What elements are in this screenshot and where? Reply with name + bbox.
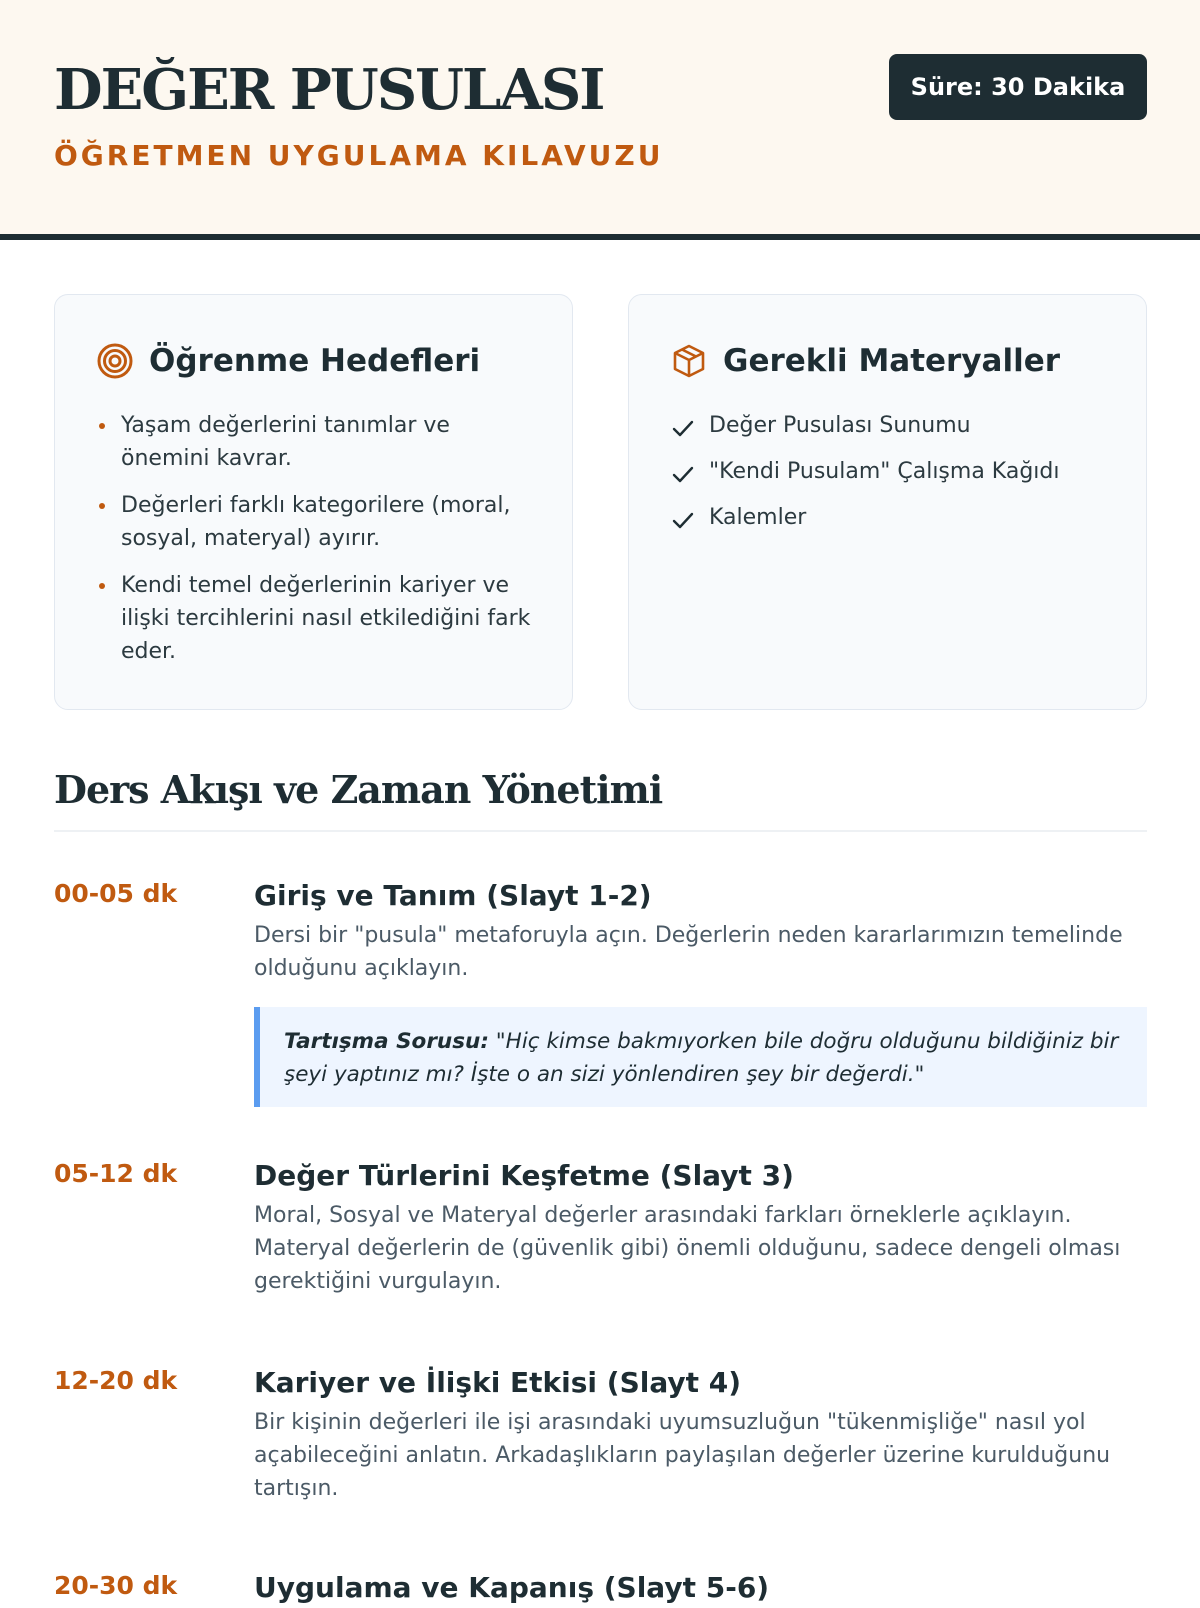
step-body (254, 876, 1147, 1107)
learning-goals-card (54, 294, 573, 710)
learning-goals-list (97, 409, 537, 682)
question-text: "Hiç kimse bakmıyorken bile doğru olduğunu bildiğiniz bir şeyi yaptınız mı? İşte o an sizi yönlendiren şey bir değerdi." (284, 1029, 1119, 1087)
step-body (254, 1568, 1147, 1608)
package-icon (671, 343, 707, 379)
check-icon (671, 463, 695, 485)
bullet-icon (99, 503, 105, 509)
section-title: Ders Akışı ve Zaman Yönetimi (54, 767, 663, 812)
list-item (671, 409, 1121, 455)
step-title: Kariyer ve İlişki Etkisi (Slayt 4) (254, 1366, 742, 1399)
step-time: 00-05 dk (54, 879, 178, 908)
discussion-question (254, 1007, 1147, 1107)
step-body (254, 1156, 1147, 1298)
step-title: Değer Türlerini Keşfetme (Slayt 3) (254, 1159, 794, 1192)
question-label: Tartışma Sorusu: (284, 1029, 489, 1054)
materials-title: Gerekli Materyaller (723, 343, 1061, 379)
goal-text: Kendi temel değerlerinin kariyer ve ilişki tercihlerini nasıl etkilediğini fark eder. (121, 573, 531, 664)
step-time: 20-30 dk (54, 1571, 178, 1600)
material-text: "Kendi Pusulam" Çalışma Kağıdı (709, 459, 1060, 484)
step-body (254, 1363, 1147, 1505)
check-icon (671, 509, 695, 531)
divider (54, 830, 1147, 832)
step-description: Bir kişinin değerleri ile işi arasındaki uyumsuzluğun "tükenmişliğe" nasıl yol açabileceğini anlatın. Arkadaşlıkların paylaşılan değerler üzerine kurulduğunu tartışın. (254, 1410, 1111, 1501)
step-time: 05-12 dk (54, 1159, 178, 1188)
step-time: 12-20 dk (54, 1366, 178, 1395)
bullet-icon (99, 583, 105, 589)
step-title: Giriş ve Tanım (Slayt 1-2) (254, 879, 652, 912)
list-item (97, 409, 537, 475)
goal-text: Yaşam değerlerini tanımlar ve önemini kavrar. (121, 413, 450, 471)
goal-text: Değerleri farklı kategorilere (moral, sosyal, materyal) ayırır. (121, 493, 511, 551)
list-item (671, 455, 1121, 501)
page-subtitle: ÖĞRETMEN UYGULAMA KILAVUZU (54, 139, 664, 172)
step-title: Uygulama ve Kapanış (Slayt 5-6) (254, 1571, 770, 1604)
step-description: Moral, Sosyal ve Materyal değerler arasındaki farkları örneklerle açıklayın. Materyal değerlerin de (güvenlik gibi) önemli olduğunu, sadece dengeli olması gerektiğini vurgulayın. (254, 1203, 1121, 1294)
list-item (97, 489, 537, 555)
material-text: Kalemler (709, 505, 807, 530)
list-item (671, 501, 1121, 547)
bullet-icon (99, 423, 105, 429)
material-text: Değer Pusulası Sunumu (709, 413, 971, 438)
header (0, 0, 1200, 240)
materials-card (628, 294, 1147, 710)
list-item (97, 569, 537, 668)
learning-goals-title: Öğrenme Hedefleri (149, 343, 481, 379)
duration-badge: Süre: 30 Dakika (889, 54, 1147, 120)
materials-list (671, 409, 1121, 547)
step-description: Dersi bir "pusula" metaforuyla açın. Değerlerin neden kararlarımızın temelinde olduğunu açıklayın. (254, 923, 1123, 981)
page-title: DEĞER PUSULASI (54, 57, 604, 123)
target-icon (97, 343, 133, 379)
check-icon (671, 417, 695, 439)
